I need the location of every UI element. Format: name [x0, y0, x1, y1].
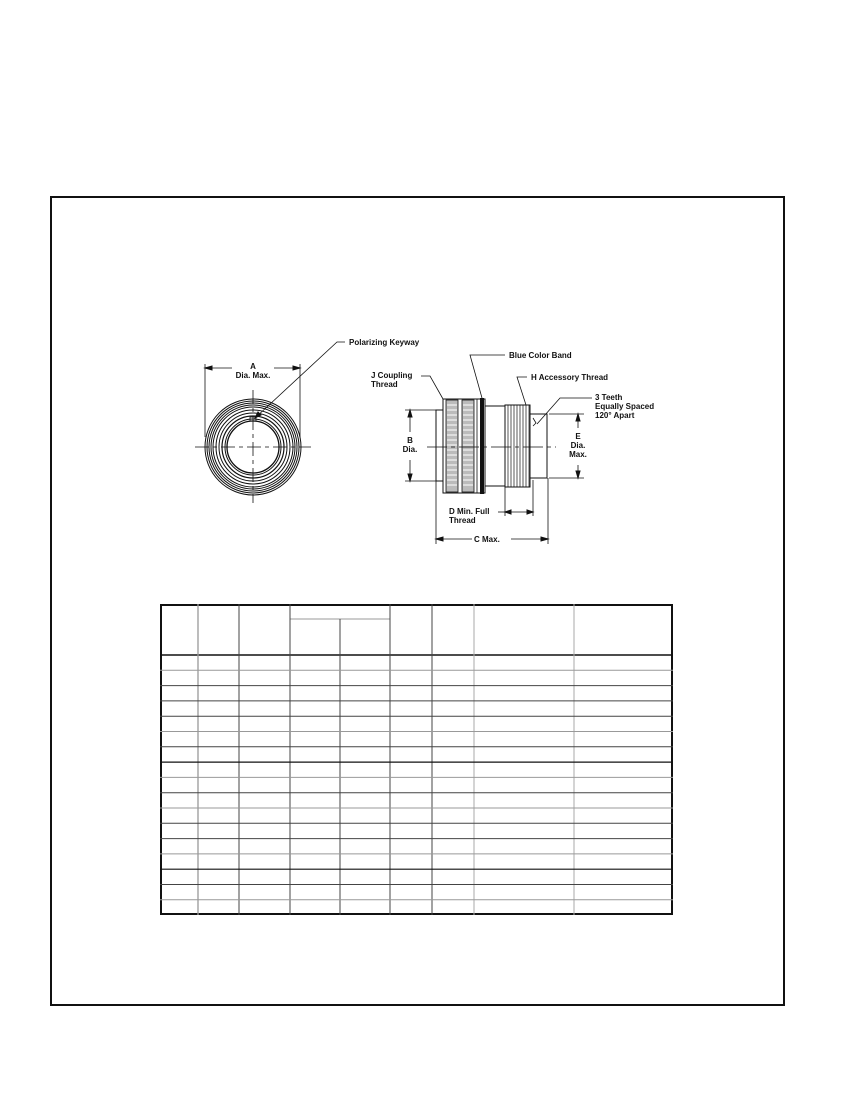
- j-coupling-line2: Thread: [371, 380, 398, 389]
- teeth-line3: 120° Apart: [595, 411, 635, 420]
- dim-b-label: [388, 436, 432, 454]
- dim-e-max: Max.: [569, 450, 587, 459]
- dim-e-label: [562, 432, 594, 459]
- blue-color-band-label: Blue Color Band: [509, 351, 572, 360]
- dim-d-line1: D Min. Full: [449, 507, 490, 516]
- j-coupling-thread-label: [371, 371, 412, 389]
- dim-b-desc: Dia.: [402, 445, 418, 454]
- dim-d-label: [449, 507, 489, 525]
- h-accessory-thread-label: H Accessory Thread: [531, 373, 609, 382]
- three-teeth-label: [595, 393, 654, 420]
- dim-e-desc: Dia.: [570, 441, 586, 450]
- j-coupling-line1: J Coupling: [371, 371, 413, 380]
- polarizing-keyway-label: Polarizing Keyway: [349, 338, 420, 347]
- dim-d-line2: Thread: [449, 516, 476, 525]
- dim-a-desc: Dia. Max.: [235, 371, 271, 380]
- teeth-line2: Equally Spaced: [595, 402, 655, 411]
- dim-e-letter: E: [575, 432, 581, 441]
- dim-b-letter: B: [407, 436, 413, 445]
- dimension-table: [160, 604, 673, 915]
- teeth-line1: 3 Teeth: [595, 393, 623, 402]
- dim-c-label: C Max.: [474, 535, 500, 544]
- dim-a-letter: A: [250, 362, 256, 371]
